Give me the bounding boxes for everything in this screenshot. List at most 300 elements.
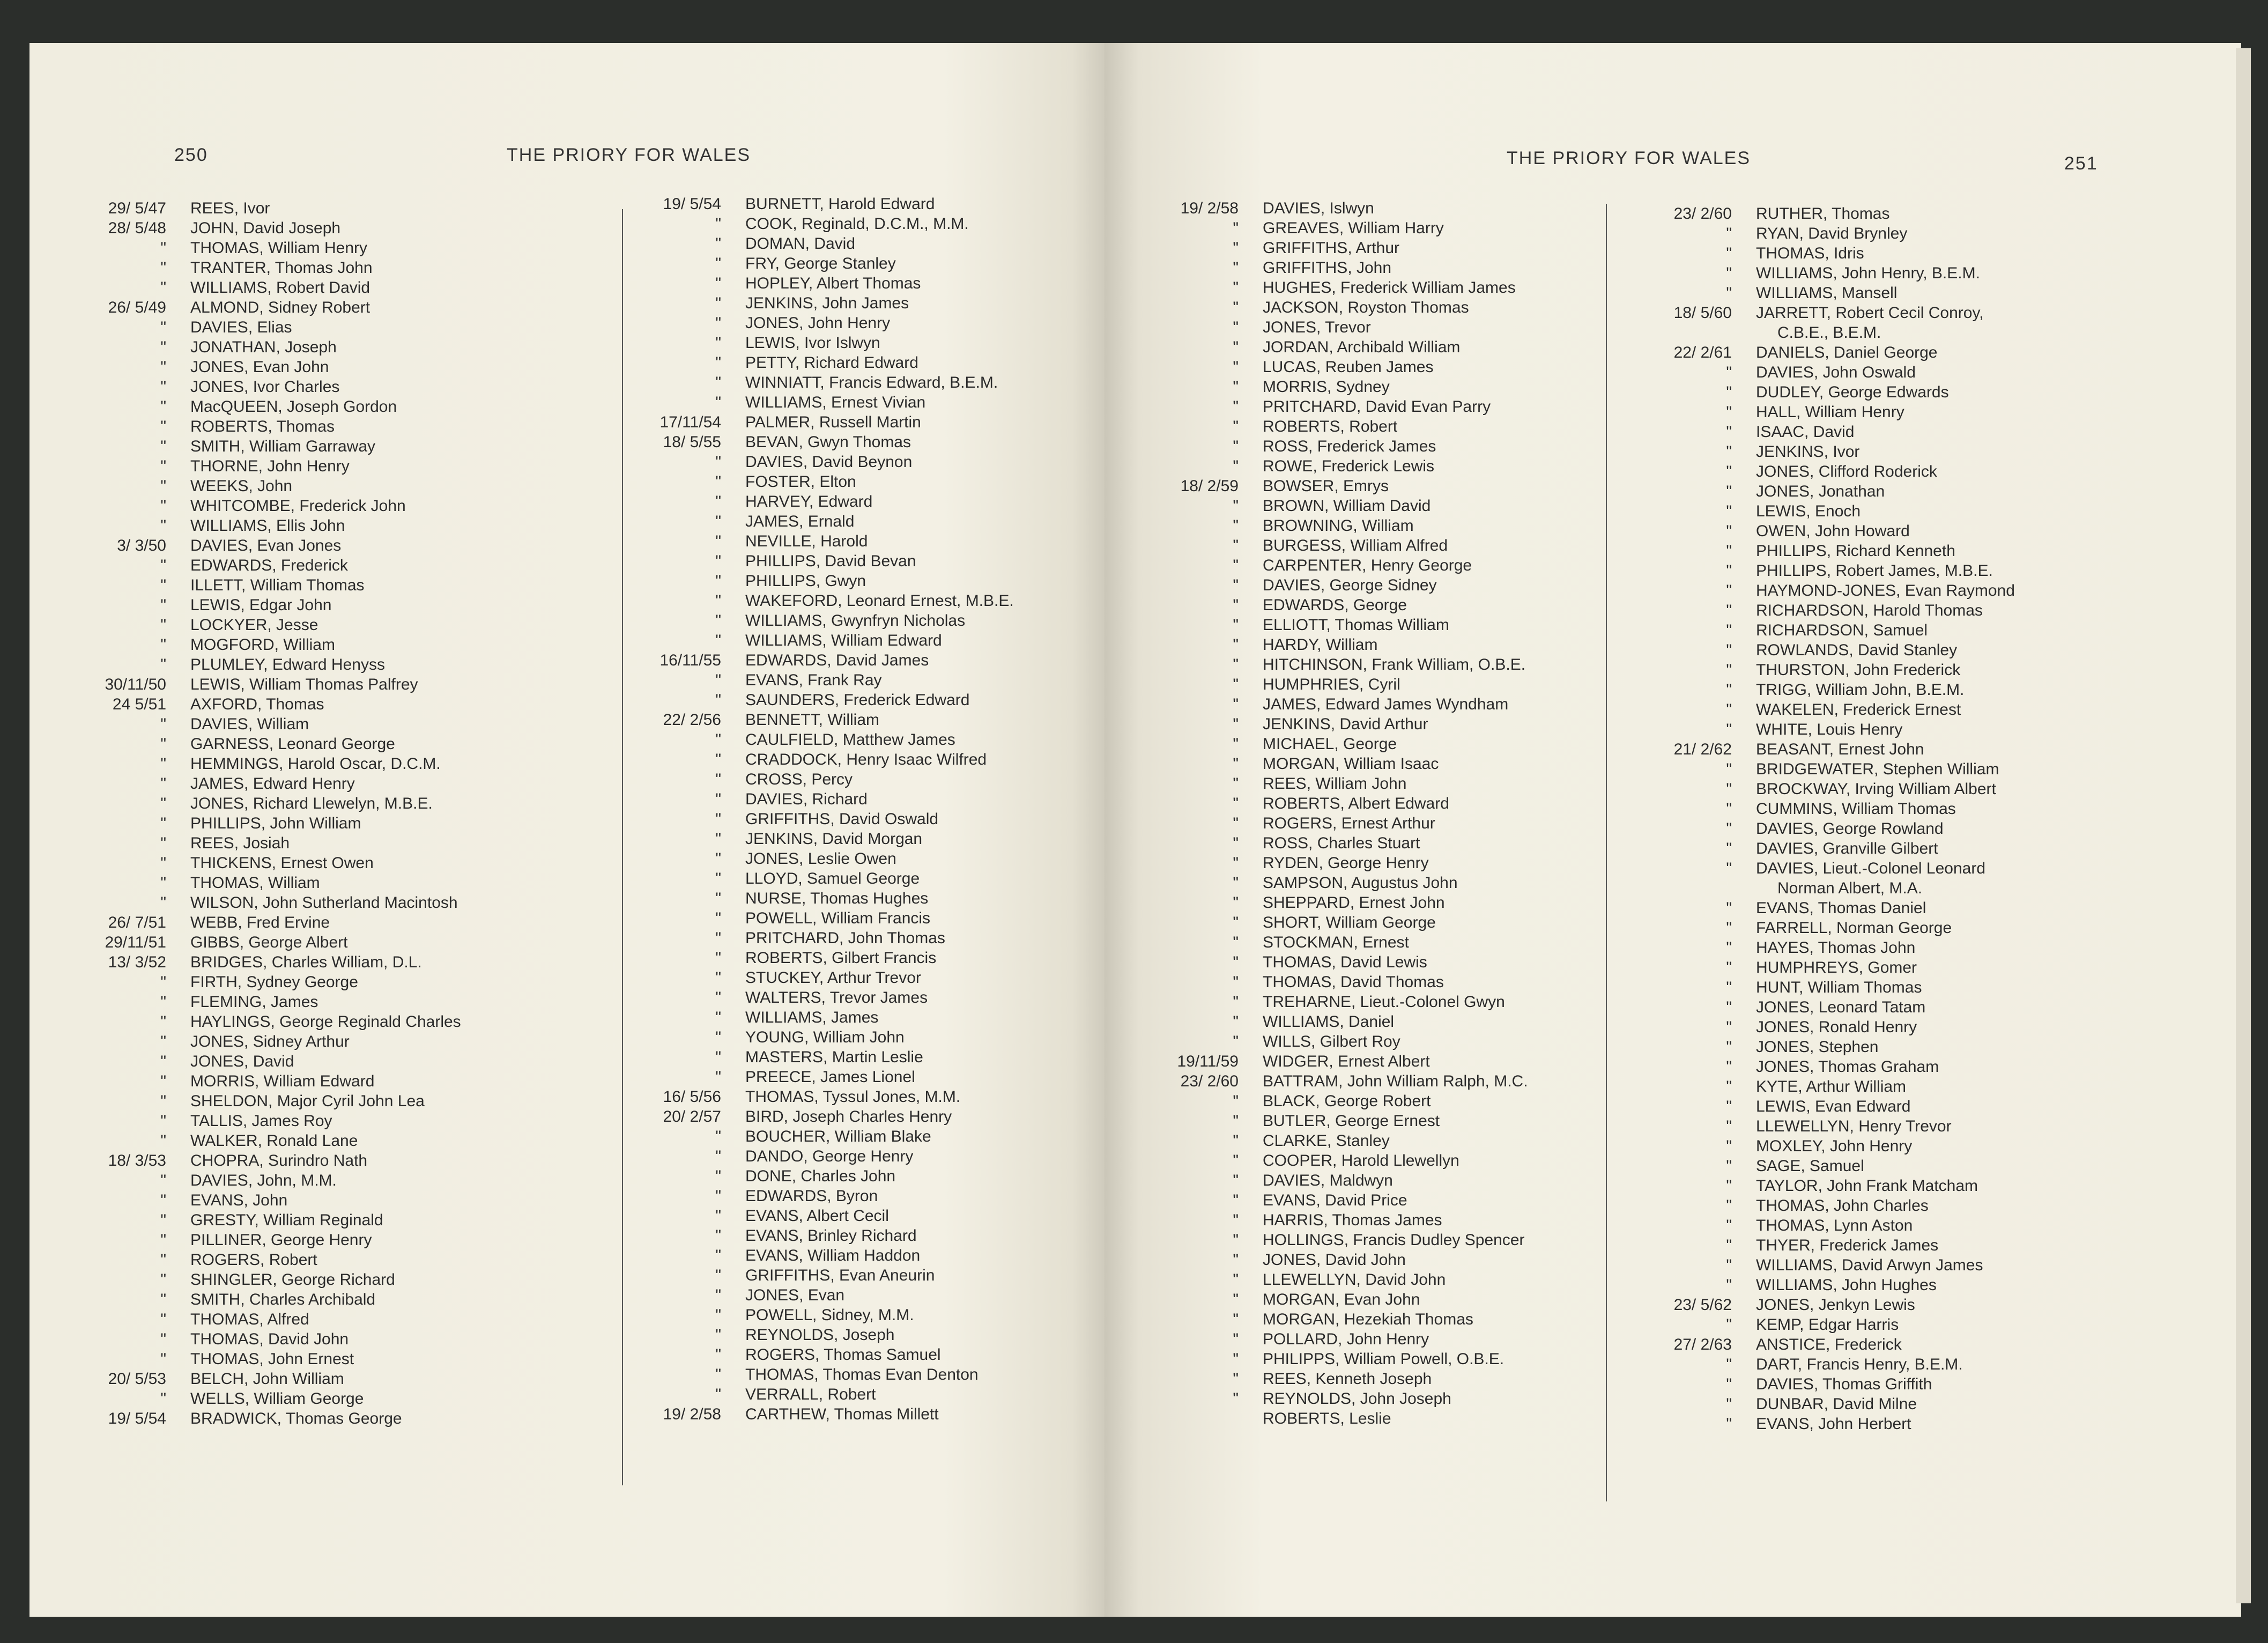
entry-date: " [160, 1390, 166, 1408]
entry-name: LLOYD, Samuel George [745, 870, 920, 887]
entry-name: OWEN, John Howard [1756, 522, 1910, 540]
entry-name: GREAVES, William Harry [1263, 219, 1444, 237]
entry-name: CROSS, Percy [745, 771, 853, 788]
entry-date: " [1233, 953, 1239, 971]
entry-date: " [1233, 378, 1239, 396]
entry-name: STOCKMAN, Ernest [1263, 934, 1409, 951]
entry-date: " [715, 552, 721, 570]
entry-name: BRIDGES, Charles William, D.L. [190, 953, 422, 971]
entry-date: " [715, 929, 721, 947]
entry-name: GRIFFITHS, Arthur [1263, 239, 1400, 257]
entry-date: " [1726, 1058, 1732, 1076]
entry-date: " [1726, 959, 1732, 976]
entry-date: " [160, 477, 166, 495]
entry-date: " [1233, 755, 1239, 773]
entry-name: BELCH, John William [190, 1370, 344, 1388]
entry-name: DAVIES, Islwyn [1263, 199, 1374, 217]
entry-date: " [1233, 695, 1239, 713]
entry-name: JAMES, Edward Henry [190, 775, 355, 793]
entry-name: BENNETT, William [745, 711, 880, 729]
entry-name: THOMAS, David Lewis [1263, 953, 1427, 971]
entry-name: TRIGG, William John, B.E.M. [1756, 681, 1965, 699]
entry-name: JONES, Evan [745, 1286, 845, 1304]
entry-date: " [715, 294, 721, 312]
entry-name: MICHAEL, George [1263, 735, 1397, 753]
entry-date: " [160, 636, 166, 654]
entry-date: " [1726, 225, 1732, 242]
entry-date: " [160, 259, 166, 277]
entry-date: " [715, 870, 721, 887]
entry-date: " [160, 1311, 166, 1328]
entry-date: 16/ 5/56 [663, 1088, 721, 1106]
entry-name: FOSTER, Elton [745, 473, 856, 491]
entry-date: " [1233, 1271, 1239, 1289]
page-edge [2236, 48, 2251, 1603]
entry-date: " [1233, 715, 1239, 733]
entry-date: " [1726, 1356, 1732, 1373]
entry-date: " [1726, 820, 1732, 838]
entry-date: " [160, 993, 166, 1011]
entry-name: ROSS, Frederick James [1263, 438, 1436, 455]
entry-date: " [160, 1231, 166, 1249]
entry-name: JORDAN, Archibald William [1263, 338, 1461, 356]
entry-date: " [1233, 616, 1239, 634]
entry-date: " [715, 453, 721, 471]
entry-name: AXFORD, Thomas [190, 695, 324, 713]
entry-name: LEWIS, William Thomas Palfrey [190, 676, 418, 693]
entry-name: HUGHES, Frederick William James [1263, 279, 1516, 297]
entry-name: WIDGER, Ernest Albert [1263, 1053, 1430, 1070]
entry-name: LEWIS, Ivor Islwyn [745, 334, 880, 352]
entry-name: EDWARDS, Byron [745, 1187, 878, 1205]
entry-date: " [1233, 1311, 1239, 1328]
entry-date: " [160, 775, 166, 793]
entry-name: HAYLINGS, George Reginald Charles [190, 1013, 461, 1031]
entry-name: JONES, Evan John [190, 358, 329, 376]
entry-name: HUNT, William Thomas [1756, 979, 1922, 996]
entry-name: JARRETT, Robert Cecil Conroy, [1756, 304, 1984, 322]
entry-date: " [160, 755, 166, 773]
entry-date: " [1233, 219, 1239, 237]
entry-date: " [1726, 1197, 1732, 1215]
entry-name: PHILLIPS, David Bevan [745, 552, 916, 570]
entry-name: ELLIOTT, Thomas William [1263, 616, 1449, 634]
entry-date: " [1233, 537, 1239, 554]
entry-date: " [1726, 1078, 1732, 1096]
entry-name: HARDY, William [1263, 636, 1378, 654]
entry-date: " [1726, 245, 1732, 262]
entry-name: DAVIES, Richard [745, 790, 868, 808]
entry-date: " [160, 815, 166, 832]
entry-name: MORGAN, William Isaac [1263, 755, 1439, 773]
entry-name: WILSON, John Sutherland Macintosh [190, 894, 458, 912]
entry-date: " [1233, 1191, 1239, 1209]
entry-name: FIRTH, Sydney George [190, 973, 358, 991]
entry-date: " [1233, 1231, 1239, 1249]
entry-date: " [1233, 993, 1239, 1011]
entry-name: CUMMINS, William Thomas [1756, 800, 1956, 818]
entry-name: RUTHER, Thomas [1756, 205, 1890, 223]
entry-date: " [1726, 721, 1732, 738]
entry-date: " [1233, 874, 1239, 892]
entry-name: ROGERS, Ernest Arthur [1263, 815, 1435, 832]
entry-date: " [1233, 517, 1239, 535]
entry-date: " [1233, 457, 1239, 475]
entry-date: " [715, 1227, 721, 1245]
entry-date: " [1233, 795, 1239, 812]
entry-name: LEWIS, Evan Edward [1756, 1098, 1911, 1115]
entry-date: " [160, 596, 166, 614]
entry-name: WILLIAMS, Gwynfryn Nicholas [745, 612, 966, 630]
entry-name: HARRIS, Thomas James [1263, 1211, 1442, 1229]
entry-date: " [1233, 1251, 1239, 1269]
entry-name: THURSTON, John Frederick [1756, 661, 1961, 679]
entry-date: " [160, 378, 166, 396]
entry-name: DAVIES, John Oswald [1756, 364, 1916, 381]
entry-date: " [1233, 1330, 1239, 1348]
entry-date: " [1233, 656, 1239, 674]
entry-date: " [715, 989, 721, 1006]
entry-date: " [715, 810, 721, 828]
entry-name: COOK, Reginald, D.C.M., M.M. [745, 215, 969, 233]
entry-date: " [715, 830, 721, 848]
entry-name: JONES, Thomas Graham [1756, 1058, 1939, 1076]
entry-date: " [715, 215, 721, 233]
right-page [1105, 43, 2241, 1617]
entry-name: DUDLEY, George Edwards [1756, 383, 1949, 401]
entry-name: CAULFIELD, Matthew James [745, 731, 955, 749]
entry-date: " [715, 751, 721, 768]
entry-name: JACKSON, Royston Thomas [1263, 299, 1469, 316]
entry-name: JONES, Trevor [1263, 319, 1371, 336]
entry-name: Norman Albert, M.A. [1777, 879, 1923, 897]
entry-name: REES, Kenneth Joseph [1263, 1370, 1432, 1388]
entry-date: 19/ 5/54 [108, 1410, 166, 1427]
entry-date: " [160, 1271, 166, 1289]
entry-date: " [1726, 1217, 1732, 1234]
entry-name: REES, William John [1263, 775, 1407, 793]
entry-name: SHELDON, Major Cyril John Lea [190, 1092, 425, 1110]
entry-name: ROGERS, Thomas Samuel [745, 1346, 941, 1364]
entry-date: 19/ 5/54 [663, 195, 721, 213]
entry-date: " [1726, 800, 1732, 818]
entry-name: BATTRAM, John William Ralph, M.C. [1263, 1072, 1528, 1090]
entry-date: " [715, 1346, 721, 1364]
entry-date: " [1233, 299, 1239, 316]
entry-date: " [1726, 661, 1732, 679]
entry-name: BRIDGEWATER, Stephen William [1756, 760, 1999, 778]
entry-date: " [160, 874, 166, 892]
entry-name: MORGAN, Evan John [1263, 1291, 1420, 1308]
entry-date: " [1726, 562, 1732, 580]
entry-name: THOMAS, William Henry [190, 239, 368, 257]
entry-name: PRITCHARD, John Thomas [745, 929, 945, 947]
entry-date: " [1233, 834, 1239, 852]
entry-name: BEVAN, Gwyn Thomas [745, 433, 911, 451]
entry-date: " [160, 715, 166, 733]
entry-name: BOUCHER, William Blake [745, 1128, 931, 1145]
entry-date: 18/ 5/55 [663, 433, 721, 451]
entry-name: ROWE, Frederick Lewis [1263, 457, 1435, 475]
entry-date: " [715, 969, 721, 987]
entry-date: " [1233, 1211, 1239, 1229]
entry-name: SMITH, Charles Archibald [190, 1291, 376, 1308]
entry-name: JONES, Ivor Charles [190, 378, 340, 396]
entry-date: 29/11/51 [105, 934, 166, 951]
entry-date: " [715, 632, 721, 649]
entry-date: 23/ 2/60 [1180, 1072, 1239, 1090]
entry-name: JONES, John Henry [745, 314, 891, 332]
entry-date: " [160, 1291, 166, 1308]
entry-name: WILLIAMS, John Hughes [1756, 1276, 1937, 1294]
entry-name: PHILIPPS, William Powell, O.B.E. [1263, 1350, 1504, 1368]
entry-date: " [1726, 443, 1732, 461]
entry-name: ROBERTS, Leslie [1263, 1410, 1391, 1427]
entry-date: " [1726, 1395, 1732, 1413]
entry-name: WILLIAMS, David Arwyn James [1756, 1256, 1983, 1274]
entry-date: " [1726, 979, 1732, 996]
entry-name: MORGAN, Hezekiah Thomas [1263, 1311, 1473, 1328]
entry-date: " [1726, 582, 1732, 600]
entry-name: WILLIAMS, Ellis John [190, 517, 345, 535]
entry-name: SHINGLER, George Richard [190, 1271, 395, 1289]
entry-name: PHILLIPS, Robert James, M.B.E. [1756, 562, 1993, 580]
entry-date: " [1233, 1013, 1239, 1031]
entry-name: HEMMINGS, Harold Oscar, D.C.M. [190, 755, 441, 773]
entry-date: 30/11/50 [105, 676, 166, 693]
entry-name: SHEPPARD, Ernest John [1263, 894, 1445, 912]
entry-date: 27/ 2/63 [1673, 1336, 1732, 1353]
entry-date: " [1726, 1256, 1732, 1274]
entry-name: CARTHEW, Thomas Millett [745, 1405, 939, 1423]
entry-date: " [715, 572, 721, 590]
entry-date: " [160, 616, 166, 634]
entry-date: " [160, 854, 166, 872]
entry-name: ROGERS, Robert [190, 1251, 317, 1269]
entry-name: HOLLINGS, Francis Dudley Spencer [1263, 1231, 1525, 1249]
entry-date: " [160, 338, 166, 356]
entry-date: " [1726, 1038, 1732, 1056]
entry-name: LLEWELLYN, David John [1263, 1271, 1446, 1289]
entry-name: WAKELEN, Frederick Ernest [1756, 701, 1961, 719]
entry-name: THOMAS, David John [190, 1330, 349, 1348]
entry-name: HITCHINSON, Frank William, O.B.E. [1263, 656, 1526, 674]
entry-date: " [1233, 934, 1239, 951]
entry-date: " [715, 255, 721, 272]
entry-name: JONES, Jenkyn Lewis [1756, 1296, 1915, 1314]
entry-date: " [160, 735, 166, 753]
entry-date: 22/ 2/56 [663, 711, 721, 729]
entry-name: ROSS, Charles Stuart [1263, 834, 1420, 852]
entry-name: WILLIAMS, Robert David [190, 279, 370, 297]
entry-name: ROBERTS, Robert [1263, 418, 1398, 435]
entry-name: JONES, Ronald Henry [1756, 1018, 1917, 1036]
entry-date: " [715, 1207, 721, 1225]
entry-date: " [1726, 463, 1732, 480]
entry-date: " [715, 1028, 721, 1046]
entry-name: CLARKE, Stanley [1263, 1132, 1390, 1150]
entry-date: " [160, 973, 166, 991]
entry-date: 13/ 3/52 [108, 953, 166, 971]
entry-date: " [1233, 854, 1239, 872]
entry-date: " [1726, 1157, 1732, 1175]
entry-name: REYNOLDS, John Joseph [1263, 1390, 1451, 1408]
entry-date: " [1233, 438, 1239, 455]
entry-name: HUMPHREYS, Gomer [1756, 959, 1917, 976]
entry-date: " [160, 1092, 166, 1110]
entry-name: SHORT, William George [1263, 914, 1436, 931]
entry-name: PLUMLEY, Edward Henyss [190, 656, 385, 674]
entry-name: BLACK, George Robert [1263, 1092, 1431, 1110]
entry-date: " [1726, 1177, 1732, 1195]
column-divider [1606, 204, 1607, 1501]
entry-name: WHITCOMBE, Frederick John [190, 497, 406, 515]
entry-date: " [715, 949, 721, 967]
entry-name: GIBBS, George Albert [190, 934, 348, 951]
entry-date: 18/ 5/60 [1673, 304, 1732, 322]
entry-date: 21/ 2/62 [1673, 741, 1732, 758]
entry-date: " [715, 374, 721, 391]
entry-date: " [715, 1148, 721, 1165]
entry-date: " [1233, 1092, 1239, 1110]
entry-name: LOCKYER, Jesse [190, 616, 318, 634]
entry-name: THOMAS, Alfred [190, 1311, 309, 1328]
entry-date: " [1233, 279, 1239, 297]
entry-name: THICKENS, Ernest Owen [190, 854, 374, 872]
entry-date: " [160, 557, 166, 574]
entry-date: " [715, 671, 721, 689]
entry-name: BURNETT, Harold Edward [745, 195, 935, 213]
entry-name: EVANS, John Herbert [1756, 1415, 1911, 1433]
entry-name: HUMPHRIES, Cyril [1263, 676, 1400, 693]
entry-name: REES, Josiah [190, 834, 290, 852]
entry-date: " [160, 1072, 166, 1090]
entry-date: " [1726, 840, 1732, 857]
entry-date: " [1726, 860, 1732, 877]
entry-name: EVANS, Thomas Daniel [1756, 899, 1926, 917]
entry-date: " [1233, 815, 1239, 832]
entry-name: DANIELS, Daniel George [1756, 344, 1938, 361]
entry-date: " [160, 497, 166, 515]
entry-date: " [160, 1191, 166, 1209]
entry-name: JOHN, David Joseph [190, 219, 341, 237]
entry-date: " [1233, 1291, 1239, 1308]
entry-name: BRADWICK, Thomas George [190, 1410, 402, 1427]
entry-name: POLLARD, John Henry [1263, 1330, 1429, 1348]
entry-name: MORRIS, William Edward [190, 1072, 375, 1090]
entry-name: LEWIS, Enoch [1756, 502, 1861, 520]
entry-name: POWELL, Sidney, M.M. [745, 1306, 914, 1324]
entry-date: " [1233, 1132, 1239, 1150]
entry-date: " [1726, 1117, 1732, 1135]
entry-date: " [160, 1251, 166, 1269]
entry-name: DAVIES, Maldwyn [1263, 1172, 1393, 1189]
entry-date: 26/ 7/51 [108, 914, 166, 931]
entry-date: " [715, 354, 721, 372]
entry-date: " [1726, 483, 1732, 500]
entry-name: WILLIAMS, William Edward [745, 632, 942, 649]
entry-name: ILLETT, William Thomas [190, 576, 365, 594]
entry-date: " [1233, 1152, 1239, 1170]
entry-date: " [160, 358, 166, 376]
entry-date: " [715, 1187, 721, 1205]
entry-name: PETTY, Richard Edward [745, 354, 918, 372]
entry-date: " [715, 1386, 721, 1403]
entry-name: DAVIES, Granville Gilbert [1756, 840, 1938, 857]
entry-name: THYER, Frederick James [1756, 1237, 1939, 1254]
entry-name: EVANS, David Price [1263, 1191, 1407, 1209]
entry-date: " [715, 473, 721, 491]
entry-name: PALMER, Russell Martin [745, 413, 921, 431]
entry-name: LUCAS, Reuben James [1263, 358, 1434, 376]
entry-name: ROBERTS, Albert Edward [1263, 795, 1449, 812]
entry-name: FARRELL, Norman George [1756, 919, 1952, 937]
entry-name: PREECE, James Lionel [745, 1068, 915, 1086]
entry-name: JONES, Clifford Roderick [1756, 463, 1937, 480]
entry-date: " [160, 795, 166, 812]
entry-date: " [1233, 735, 1239, 753]
entry-name: DAVIES, Elias [190, 319, 292, 336]
page-number: 250 [174, 145, 208, 165]
entry-name: WELLS, William George [190, 1390, 364, 1408]
entry-name: THOMAS, John Ernest [190, 1350, 354, 1368]
entry-name: EDWARDS, David James [745, 652, 929, 669]
entry-name: WILLS, Gilbert Roy [1263, 1033, 1400, 1050]
entry-date: " [1726, 1237, 1732, 1254]
entry-name: SAUNDERS, Frederick Edward [745, 691, 970, 709]
entry-date: " [160, 1211, 166, 1229]
entry-date: " [1233, 914, 1239, 931]
entry-name: MacQUEEN, Joseph Gordon [190, 398, 397, 416]
entry-name: HAYES, Thomas John [1756, 939, 1916, 957]
entry-name: EVANS, Frank Ray [745, 671, 882, 689]
entry-date: 23/ 5/62 [1673, 1296, 1732, 1314]
entry-name: DAVIES, Thomas Griffith [1756, 1375, 1932, 1393]
entry-name: THOMAS, Thomas Evan Denton [745, 1366, 979, 1383]
entry-date: " [715, 1366, 721, 1383]
entry-name: BUTLER, George Ernest [1263, 1112, 1440, 1130]
entry-name: GRIFFITHS, Evan Aneurin [745, 1267, 935, 1284]
entry-name: EDWARDS, George [1263, 596, 1407, 614]
entry-name: EVANS, William Haddon [745, 1247, 921, 1264]
entry-name: ROBERTS, Thomas [190, 418, 335, 435]
entry-date: " [1233, 636, 1239, 654]
entry-date: " [1726, 403, 1732, 421]
entry-name: RYAN, David Brynley [1756, 225, 1908, 242]
entry-name: DONE, Charles John [745, 1167, 896, 1185]
entry-date: " [1726, 1137, 1732, 1155]
entry-date: " [1726, 681, 1732, 699]
entry-date: " [1233, 259, 1239, 277]
entry-name: DAVIES, David Beynon [745, 453, 913, 471]
entry-date: " [715, 235, 721, 253]
entry-date: " [715, 1048, 721, 1066]
entry-date: " [1233, 1172, 1239, 1189]
entry-name: CRADDOCK, Henry Isaac Wilfred [745, 751, 987, 768]
entry-date: " [1726, 284, 1732, 302]
entry-name: EVANS, John [190, 1191, 288, 1209]
entry-date: 24 5/51 [112, 695, 166, 713]
entry-name: FLEMING, James [190, 993, 318, 1011]
entry-date: 18/ 3/53 [108, 1152, 166, 1170]
entry-name: REYNOLDS, Joseph [745, 1326, 895, 1344]
entry-name: WILLIAMS, Daniel [1263, 1013, 1395, 1031]
entry-date: 19/ 2/58 [663, 1405, 721, 1423]
entry-date: " [1726, 1316, 1732, 1334]
entry-name: BIRD, Joseph Charles Henry [745, 1108, 952, 1126]
entry-date: " [1233, 319, 1239, 336]
entry-name: WHITE, Louis Henry [1756, 721, 1903, 738]
